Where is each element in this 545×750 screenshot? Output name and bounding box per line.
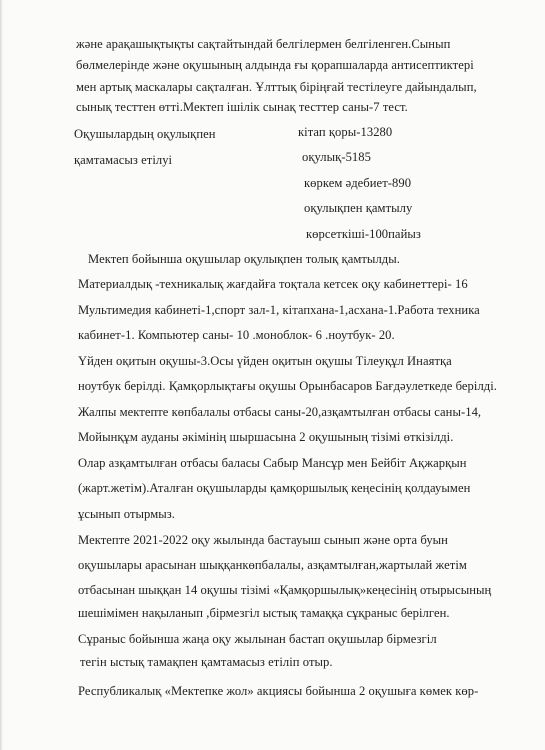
text-line: Мойынқұм ауданы әкімінің шыршасына 2 оқушының тізімі өткізілді. (78, 430, 454, 444)
text-line: қамтамасыз етілуі (74, 153, 173, 167)
text-line: Сұраныс бойынша жаңа оқу жылынан бастап оқушылар бірмезгіл (78, 632, 437, 646)
text-line: Оқушылардың оқулықпен (74, 127, 216, 141)
scan-edge-shadow (0, 0, 3, 750)
text-line: Республикалық «Мектепке жол» акциясы бойынша 2 оқушыға көмек көр- (78, 684, 479, 698)
text-line: тегін ыстық тамақпен қамтамасыз етіліп отыр. (80, 655, 333, 669)
text-line: Олар азқамтылған отбасы баласы Сабыр Мансұр мен Бейбіт Ақжарқын (78, 456, 467, 470)
text-line: шешімімен нақыланып ,бірмезгіл ыстық тамаққа сұқраныс берілген. (78, 606, 450, 620)
text-line: оқушылары арасынан шыққанкөпбалалы, азқамтылған,жартылай жетім (78, 558, 467, 572)
text-line: Мектеп бойынша оқушылар оқулықпен толық қамтылды. (88, 252, 400, 266)
text-line: ұсынып отырмыз. (78, 507, 175, 521)
text-line: және арақашықтықты сақтайтындай белгілермен белгіленген.Сынып (76, 37, 451, 51)
text-line: мен артық маскалары сақталған. Ұлттық біріңғай тестілеуге дайындалып, (76, 80, 477, 94)
text-line: Үйден оқитын оқушы-3.Осы үйден оқитын оқушы Тілеуқұл Инаятқа (78, 354, 452, 368)
text-line: көрсеткіші-100пайыз (306, 227, 421, 241)
text-line: Мектепте 2021-2022 оқу жылында бастауыш сынып және орта буын (78, 533, 448, 547)
text-line: Материалдық -техникалық жағдайға тоқтала кетсек оқу кабинеттері- 16 (78, 277, 468, 291)
text-line: Жалпы мектепте көпбалалы отбасы саны-20,азқамтылған отбасы саны-14, (78, 405, 482, 419)
text-line: оқулықпен қамтылу (304, 201, 413, 215)
text-line: (жарт.жетім).Аталған оқушыларды қамқоршылық кеңесінің қолдауымен (78, 481, 471, 495)
text-line: Мультимедия кабинеті-1,спорт зал-1, кітапхана-1,асхана-1.Работа техника (78, 303, 480, 317)
text-line: сынық тесттен өтті.Мектеп ішілік сынақ тесттер саны-7 тест. (76, 100, 408, 114)
text-line: кабинет-1. Компьютер саны- 10 .моноблок- 6 .ноутбук- 20. (78, 328, 395, 342)
text-line: көркем әдебиет-890 (304, 176, 412, 190)
text-line: оқулық-5185 (302, 150, 371, 164)
text-line: ноутбук берілді. Қамқорлықтағы оқушы Орынбасаров Бағдәулеткеде берілді. (78, 379, 497, 393)
text-line: кітап қоры-13280 (298, 125, 393, 139)
text-line: бөлмелерінде және оқушының алдында ғы қорапшаларда антисептиктері (76, 58, 474, 72)
text-line: отбасынан шыққан 14 оқушы тізімі «Қамқоршылық»кеңесінің отырысының (78, 583, 492, 597)
